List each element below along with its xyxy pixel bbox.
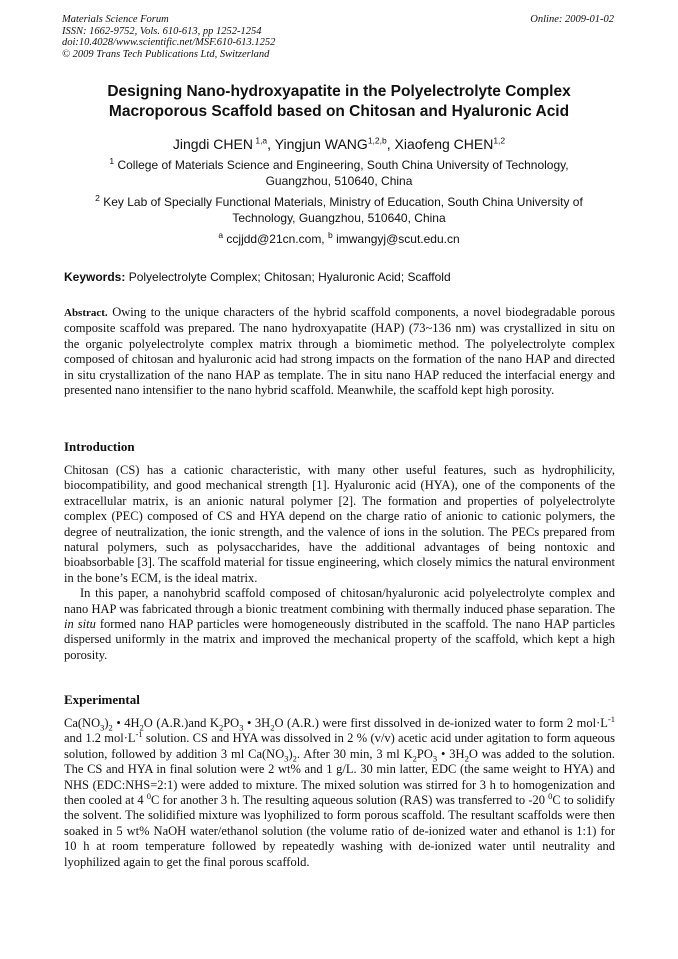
abstract-label: Abstract. (64, 307, 108, 319)
text-run: formed nano HAP particles were homogeneously distributed in the scaffold. The nano HAP particles dispersed uniformly in the matrix and improved the mechanical property of the scaffold, which kept a high porosity. (64, 617, 615, 662)
introduction-body (64, 463, 615, 663)
keywords-label: Keywords: (64, 270, 126, 284)
journal-header (62, 14, 275, 60)
exp-paragraph: $Ca(NO_3)_2$ • $4H_2O$ (A.R.)and $K_2PO_3$ • $3H_2O$ (A.R.) were first dissolved in de-ionized water to form 2 $mol\cdot L^{-1}$ and 1.2 $mol\cdot L^{-1}$ solution. CS and HYA was dissolved in 2 % (v/v) acetic acid under agitation to form aqueous solution, followed by addition 3 ml $Ca(NO_3)_2$. After 30 min, 3 ml $K_2PO_3$ • $3H_2O$ was added to the solution. The CS and HYA in final solution were 2 wt% and 1 g/L. 30 min latter, EDC (the same weight to HYA) and NHS (EDC:NHS=2:1) were added to mixture. The mixed solution was stirred for 3 h to homogenization and then cooled at 4 $^0$C for another 3 h. The resulting aqueous solution (RAS) was transferred to -20 $^0$C to solidify the solvent. The solidified mixture was lyophilized to form porous scaffold. The resultant scaffolds were then soaked in 5 wt% NaOH water/ethanol solution (the volume ratio of de-ionized water and ethanol is 1:1) for 10 h at room temperature followed by repeatedly washing with de-ionized water until neutrality and lyophilized again to get the final porous scaffold. (64, 713, 616, 869)
author-sup: 1,2,b (367, 135, 387, 146)
aff-line: Guangzhou, 510640, China (265, 173, 413, 188)
text-run: In this paper, a nanohybrid scaffold composed of chitosan/hyaluronic acid polyelectrolyte complex and nano HAP was fabricated through a bionic treatment combining with thermally induced phase separation. The (64, 586, 615, 616)
intro-paragraph-1: Chitosan (CS) has a cationic characteristic, with many other useful features, such as hydrophilicity, biocompatibility, and good mechanical strength [1]. Hyaluronic acid (HYA), one of the components of the extracellular matrix, is an anionic natural polymer [2]. The formation and properties of polyelectrolyte complex (PEC) composed of CS and HYA depend on the charge ratio of anionic to cationic polymers, the degree of neutralization, the ionic strength, and the valence of ions in the solution. The PECs prepared from natural polymers, such as polysaccharides, have the additional advantages of being nontoxic and bioabsorbable [3]. The scaffold material for tissue engineering, which closely mimics the natural environment in the bone’s ECM, is the ideal matrix. (64, 463, 615, 585)
affiliation-1 (80, 158, 598, 189)
email-b: imwangyj@scut.edu.cn (336, 232, 460, 246)
author-name: Xiaofeng CHEN (394, 136, 494, 152)
aff-line: College of Materials Science and Engineering, South China University of Technology, (117, 158, 569, 172)
abstract (64, 305, 615, 398)
author-list: Jingdi CHEN $^{1,a}$, Yingjun WANG$^{1,2,b}$, Xiaofeng CHEN$^{1,2}$ (172, 135, 506, 152)
email-a: ccjjdd@21cn.com, (226, 232, 325, 246)
issn: ISSN: 1662-9752, Vols. 610-613, pp 1252-1254 (62, 25, 262, 37)
email-sup: b (328, 230, 333, 240)
experimental-heading: Experimental (64, 692, 140, 707)
author-emails (62, 232, 616, 246)
author-sup: 1,2 (493, 135, 506, 146)
experimental-body (64, 713, 616, 870)
online-date: Online: 2009-01-02 (530, 14, 614, 25)
keywords-text: Polyelectrolyte Complex; Chitosan; Hyaluronic Acid; Scaffold (128, 270, 451, 284)
affiliation-2 (80, 195, 598, 226)
aff-line: Technology, Guangzhou, 510640, China (232, 210, 446, 225)
journal-name: Materials Science Forum (62, 14, 169, 25)
author-name: Jingdi CHEN (172, 136, 253, 152)
text-run-italic: in situ (64, 617, 96, 632)
intro-paragraph-2 (64, 586, 615, 663)
keywords (64, 270, 451, 284)
author-sup: 1,a (255, 135, 268, 146)
author-name: Yingjun WANG (274, 136, 368, 152)
title-line-1: Designing Nano-hydroxyapatite in the Polyelectrolyte Complex (107, 83, 571, 100)
copyright: © 2009 Trans Tech Publications Ltd, Switzerland (62, 48, 270, 60)
aff-line: Key Lab of Specially Functional Materials, Ministry of Education, South China University of (103, 195, 583, 209)
aff-sup: 1 (109, 156, 115, 166)
email-sup: a (218, 230, 224, 240)
title-line-2: Macroporous Scaffold based on Chitosan and Hyaluronic Acid (108, 103, 570, 120)
introduction-heading: Introduction (64, 439, 135, 454)
doi: doi:10.4028/www.scientific.net/MSF.610-613.1252 (62, 37, 276, 48)
abstract-text: Owing to the unique characters of the hybrid scaffold components, a novel biodegradable porous composite scaffold was prepared. The nano hydroxyapatite (HAP) (73~136 nm) was crystallized in situ on the organic polyelectrolyte complex matrix through a biomimetic method. The polyelectrolyte complex composed of chitosan and hyaluronic acid had strong impacts on the formation of the nano HAP and directed in situ crystallization of the nano HAP as template. The in situ nano HAP reduced the interfacial energy and presented nano intensifier to the nano hybrid scaffold. Meanwhile, the scaffold kept high porosity. (64, 305, 615, 398)
paper-title (62, 82, 616, 122)
aff-sup: 2 (95, 193, 100, 203)
